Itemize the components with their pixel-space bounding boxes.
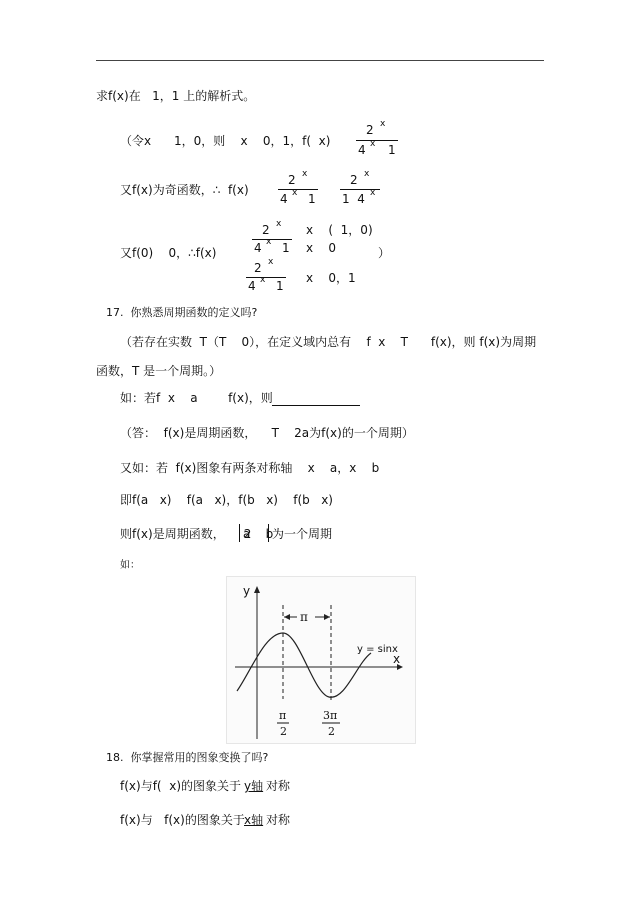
piecewise-text: 又f(0) 0，∴f(x) xyxy=(120,246,217,260)
hint-text: （令x 1，0，则 x 0，1，f( x) xyxy=(120,134,331,148)
q18-line1-answer: y轴 xyxy=(244,779,264,793)
tick1-numerator: π xyxy=(279,709,287,722)
odd-f2-num-exponent: x xyxy=(364,169,370,179)
y-axis-label: y xyxy=(243,584,251,598)
period-arrow-left xyxy=(284,614,290,620)
odd-f1-den-exponent: x xyxy=(292,188,298,198)
q17-then1: 即f(a x) f(a x)，f(b x) f(b x) xyxy=(120,493,333,507)
case2-condition: x 0 xyxy=(306,241,336,255)
abs-bar-right xyxy=(268,524,269,542)
case3-den-exponent: x xyxy=(260,275,266,285)
sine-graph-figure xyxy=(226,576,416,744)
hint-frac-bar xyxy=(356,140,398,141)
case1-condition: x ( 1，0) xyxy=(306,223,373,237)
case3-num-exponent: x xyxy=(268,257,274,267)
case3-den-tail: 1 xyxy=(276,279,284,293)
odd-function-text: 又f(x)为奇函数，∴ f(x) xyxy=(120,183,249,197)
tick1-denominator: 2 xyxy=(280,725,287,738)
odd-f2-den-exponent: x xyxy=(370,188,376,198)
case1-num-exponent: x xyxy=(276,219,282,229)
case1-den-tail: 1 xyxy=(282,241,290,255)
q18-line1: f(x)与f( x)的图象关于 xyxy=(120,779,242,793)
hint-frac-den-exponent: x xyxy=(370,139,376,149)
q18-line2: f(x)与 f(x)的图象关于 xyxy=(120,813,245,827)
piecewise-close-paren: ） xyxy=(378,246,391,260)
abs-bar-left xyxy=(239,524,240,542)
odd-f1-bar xyxy=(278,189,318,190)
sine-graph-svg xyxy=(227,577,415,743)
hint-frac-num-exponent: x xyxy=(380,119,386,129)
hint-frac-denominator: 4 xyxy=(358,143,366,157)
q18-line2-answer: x轴 xyxy=(244,813,264,827)
q17-then2: 则f(x)是周期函数， 2 xyxy=(120,527,252,541)
period-arrow-right xyxy=(324,614,330,620)
odd-f1-den-tail: 1 xyxy=(308,192,316,206)
q17-title: 17. 你熟悉周期函数的定义吗? xyxy=(106,306,258,319)
top-rule xyxy=(96,60,544,61)
q17-then2-tail: 为一个周期 xyxy=(272,527,333,541)
tick2-denominator: 2 xyxy=(328,725,335,738)
tick2-numerator: 3π xyxy=(323,709,338,722)
q17-definition-line2: 函数，T 是一个周期。） xyxy=(96,364,222,378)
function-label: y = sinx xyxy=(357,644,398,655)
odd-f2-numerator: 2 xyxy=(350,173,358,187)
case1-numerator: 2 xyxy=(262,223,270,237)
period-label: π xyxy=(300,610,308,624)
hint-frac-numerator: 2 xyxy=(366,123,374,137)
q18-line1-tail: 对称 xyxy=(266,779,291,793)
answer-blank xyxy=(272,388,360,406)
odd-f1-numerator: 2 xyxy=(288,173,296,187)
case1-den-exponent: x xyxy=(266,237,272,247)
odd-f1-num-exponent: x xyxy=(302,169,308,179)
odd-f1-denominator: 4 xyxy=(280,192,288,206)
y-axis-arrow xyxy=(254,586,260,593)
q17-answer: （答： f(x)是周期函数， T 2a为f(x)的一个周期） xyxy=(120,426,414,440)
hint-frac-den-tail: 1 xyxy=(388,143,396,157)
x-axis-label: x xyxy=(393,652,401,666)
case3-condition: x 0，1 xyxy=(306,271,356,285)
q17-then2-abs: a b xyxy=(243,527,274,541)
odd-f2-denominator: 1 4 xyxy=(342,192,365,206)
q17-example2: 又如：若 f(x)图象有两条对称轴 x a，x b xyxy=(120,461,380,475)
q17-figure-label: 如： xyxy=(120,560,140,571)
q18-title: 18. 你掌握常用的图象变换了吗? xyxy=(106,751,269,764)
case3-denominator: 4 xyxy=(248,279,256,293)
q18-line2-tail: 对称 xyxy=(266,813,291,827)
q17-example1: 如：若f x a f(x)，则 xyxy=(120,391,273,405)
case3-numerator: 2 xyxy=(254,261,262,275)
q17-definition-line1: （若存在实数 T（T 0），在定义域内总有 f x T f(x)，则 f(x)为周期 xyxy=(120,335,537,349)
case1-denominator: 4 xyxy=(254,241,262,255)
question-part-text: 求f(x)在 1，1 上的解析式。 xyxy=(96,89,256,103)
